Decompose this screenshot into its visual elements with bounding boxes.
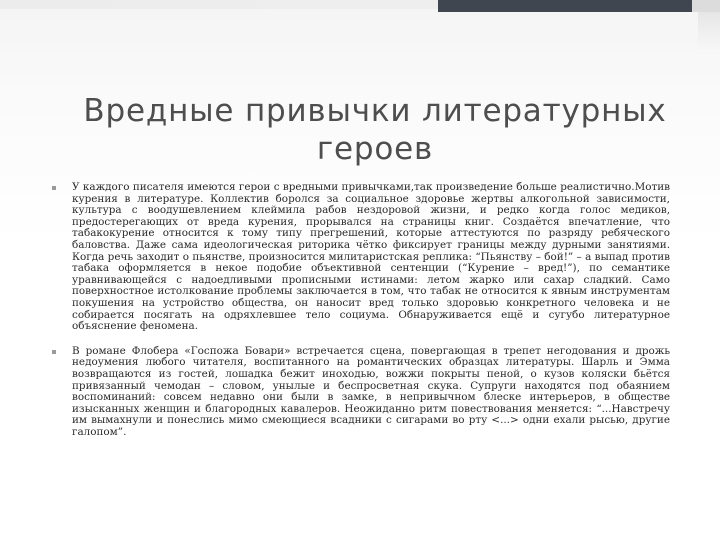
top-decor-dark-bar — [438, 0, 692, 12]
corner-decor — [698, 12, 720, 52]
slide-content — [52, 182, 670, 438]
bullet-marker-icon — [52, 350, 56, 354]
bullet-marker-icon — [52, 186, 56, 190]
bullet-item — [52, 346, 670, 439]
slide-title: Вредные привычки литературных героев — [83, 93, 667, 167]
bullet-item — [52, 182, 670, 333]
bullet-text: У каждого писателя имеются герои с вредными привычками,так произведение больше реалистично.Мотив курения в литературе. Коллектив боролся за социальное здоровье жертвы алкогольной зависимости, культура с воодушевлением клеймила рабов нездоровой жизни, и редко когда голос медиков, предостерегающих от вреда курения, прорывался на страницы книг. Создаётся впечатление, что табакокурение относится к тому типу прегрешений, которые аттестуются по разряду ребяческого баловства. Даже сама идеологическая риторика чётко фиксирует границы между дурными занятиями. Когда речь заходит о пьянстве, произносится милитаристская реплика: “Пьянству – бой!” – а выпад против табака оформляется в некое подобие объективной сентенции (“Курение – вред!”), по семантике уравнивающейся с надоедливыми прописными истинами: летом жарко или сахар сладкий. Само поверхностное истолкование проблемы заключается в том, что табак не относится к явным инструментам покушения на устройство общества, он наносит вред только здоровью конкретного человека и не собирается посягать на одряхлевшее тело социума. Обнаруживается ещё и сугубо литературное объяснение феномена. — [72, 181, 670, 333]
bullet-text: В романе Флобера «Госпожа Бовари» встречается сцена, повергающая в трепет негодования и дрожь недоумения любого читателя, воспитанного на романтических образцах литературы. Шарль и Эмма возвращаются из гостей, лошадка бежит иноходью, вожжи покрыты пеной, о кузов коляски бьётся привязанный чемодан – словом, унылые и беспросветная скука. Супруги находятся под обаянием воспоминаний: совсем недавно они были в замке, в непривычном блеске интерьеров, в обществе изысканных женщин и благородных кавалеров. Неожиданно ритм повествования меняется: “...Навстречу им вымахнули и понеслись мимо смеющиеся всадники с сигарами во рту <...> одни ехали рысью, другие галопом”. — [72, 344, 670, 438]
top-decor-light-bar — [692, 0, 720, 12]
